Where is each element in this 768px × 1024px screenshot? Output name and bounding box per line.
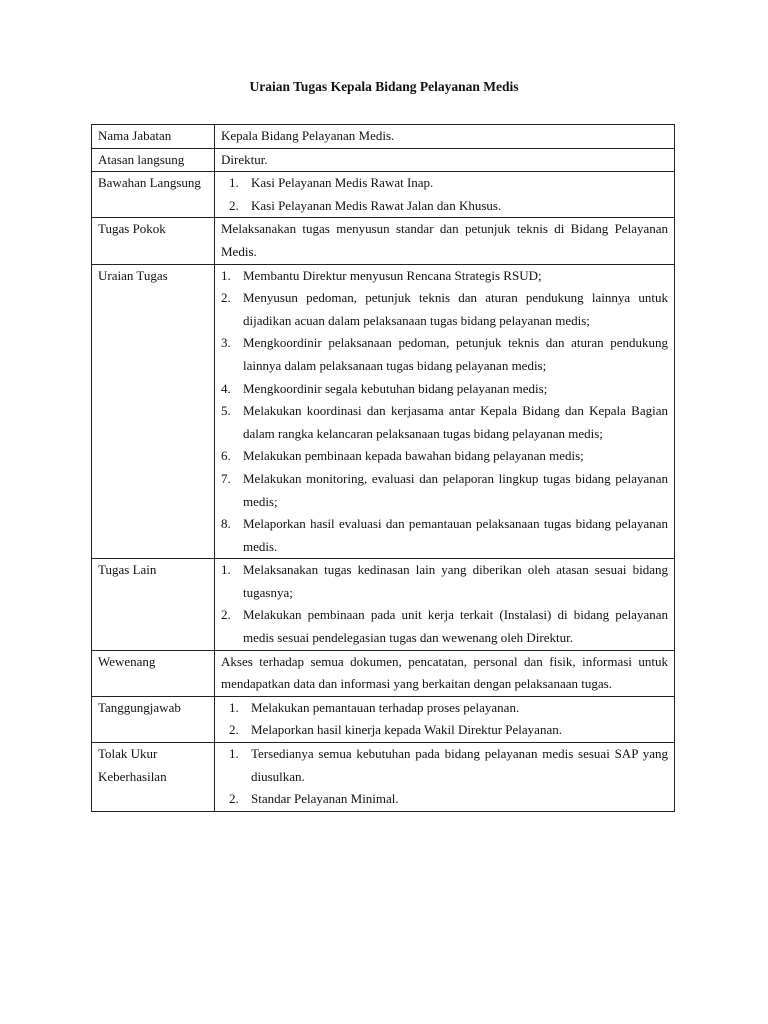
list-text: Melaksanakan tugas kedinasan lain yang diberikan oleh atasan sesuai bidang tugasnya; <box>243 562 668 600</box>
list-item <box>221 743 668 788</box>
value-tugas-lain <box>215 559 675 650</box>
list-item <box>221 559 668 604</box>
uraian-list <box>221 265 668 559</box>
list-number: 1. <box>221 562 231 578</box>
list-item <box>221 513 668 558</box>
tugas-lain-list <box>221 559 668 649</box>
list-item <box>221 697 668 720</box>
document-title: Uraian Tugas Kepala Bidang Pelayanan Medis <box>249 79 519 94</box>
row-bawahan-langsung <box>92 172 675 218</box>
list-number: 1. <box>229 175 239 191</box>
list-text: Melakukan pembinaan kepada bawahan bidang pelayanan medis; <box>243 448 584 464</box>
value-bawahan-langsung <box>215 172 675 218</box>
label-nama-jabatan: Nama Jabatan <box>92 125 215 149</box>
list-item <box>221 468 668 513</box>
list-item <box>221 719 668 742</box>
list-text: Melakukan pemantauan terhadap proses pelayanan. <box>251 699 520 715</box>
list-number: 8. <box>221 516 231 532</box>
value-atasan-langsung: Direktur. <box>215 148 675 172</box>
value-wewenang: Akses terhadap semua dokumen, pencatatan, personal dan fisik, informasi untuk mendapatkan data dan informasi yang berkaitan dengan pelaksanaan tugas. <box>215 650 675 696</box>
list-text: Tersedianya semua kebutuhan pada bidang pelayanan medis sesuai SAP yang diusulkan. <box>251 746 668 784</box>
tolak-ukur-list <box>221 743 668 811</box>
label-tugas-pokok: Tugas Pokok <box>92 218 215 264</box>
label-tanggungjawab: Tanggungjawab <box>92 696 215 742</box>
list-text: Mengkoordinir pelaksanaan pedoman, petunjuk teknis dan aturan pendukung lainnya dalam pelaksanaan tugas bidang pelayanan medis; <box>243 335 668 373</box>
list-text: Melaporkan hasil evaluasi dan pemantauan pelaksanaan tugas bidang pelayanan medis. <box>243 516 668 554</box>
job-description-table <box>91 124 675 812</box>
list-item <box>221 788 668 811</box>
label-tolak-ukur: Tolak Ukur Keberhasilan <box>92 743 215 812</box>
list-number: 2. <box>229 791 239 807</box>
list-text: Menyusun pedoman, petunjuk teknis dan aturan pendukung lainnya untuk dijadikan acuan dalam pelaksanaan tugas bidang pelayanan medis; <box>243 290 668 328</box>
list-item <box>221 400 668 445</box>
list-text: Mengkoordinir segala kebutuhan bidang pelayanan medis; <box>243 380 548 396</box>
list-text: Standar Pelayanan Minimal. <box>251 791 399 807</box>
list-number: 2. <box>229 197 239 213</box>
value-tanggungjawab <box>215 696 675 742</box>
row-tugas-pokok <box>92 218 675 264</box>
list-text: Kasi Pelayanan Medis Rawat Jalan dan Khusus. <box>251 197 502 213</box>
list-number: 1. <box>221 267 231 283</box>
label-tugas-lain: Tugas Lain <box>92 559 215 650</box>
label-wewenang: Wewenang <box>92 650 215 696</box>
list-text: Melakukan pembinaan pada unit kerja terkait (Instalasi) di bidang pelayanan medis sesuai pendelegasian tugas dan wewenang oleh Direktur. <box>243 607 668 646</box>
value-uraian-tugas <box>215 264 675 559</box>
label-uraian-tugas: Uraian Tugas <box>92 264 215 559</box>
list-number: 3. <box>221 335 231 351</box>
list-number: 7. <box>221 470 231 486</box>
list-number: 2. <box>221 290 231 306</box>
row-tolak-ukur <box>92 743 675 812</box>
value-nama-jabatan: Kepala Bidang Pelayanan Medis. <box>215 125 675 149</box>
list-item <box>221 287 668 332</box>
list-number: 1. <box>229 699 239 715</box>
list-number: 2. <box>229 722 239 738</box>
row-uraian-tugas <box>92 264 675 559</box>
list-text: Melaporkan hasil kinerja kepada Wakil Direktur Pelayanan. <box>251 722 562 738</box>
value-tolak-ukur <box>215 743 675 812</box>
list-number: 2. <box>221 607 231 623</box>
list-item <box>221 265 668 288</box>
list-item <box>221 378 668 401</box>
tanggungjawab-list <box>221 697 668 742</box>
row-tugas-lain <box>92 559 675 650</box>
list-item <box>221 332 668 377</box>
list-text: Kasi Pelayanan Medis Rawat Inap. <box>251 175 434 191</box>
list-number: 6. <box>221 448 231 464</box>
label-bawahan-langsung: Bawahan Langsung <box>92 172 215 218</box>
list-item <box>221 604 668 649</box>
row-atasan-langsung <box>92 148 675 172</box>
list-number: 4. <box>221 380 231 396</box>
row-wewenang <box>92 650 675 696</box>
label-atasan-langsung: Atasan langsung <box>92 148 215 172</box>
row-nama-jabatan <box>92 125 675 149</box>
list-item <box>221 195 668 218</box>
list-item <box>221 172 668 195</box>
list-number: 5. <box>221 403 231 419</box>
row-tanggungjawab <box>92 696 675 742</box>
value-tugas-pokok: Melaksanakan tugas menyusun standar dan petunjuk teknis di Bidang Pelayanan Medis. <box>215 218 675 264</box>
list-number: 1. <box>229 746 239 762</box>
bawahan-list <box>221 172 668 217</box>
list-text: Melakukan koordinasi dan kerjasama antar Kepala Bidang dan Kepala Bagian dalam rangka kelancaran pelaksanaan tugas bidang pelayanan medis; <box>243 403 668 441</box>
list-text: Melakukan monitoring, evaluasi dan pelaporan lingkup tugas bidang pelayanan medis; <box>243 470 668 509</box>
list-item <box>221 445 668 468</box>
list-text: Membantu Direktur menyusun Rencana Strategis RSUD; <box>243 267 542 283</box>
